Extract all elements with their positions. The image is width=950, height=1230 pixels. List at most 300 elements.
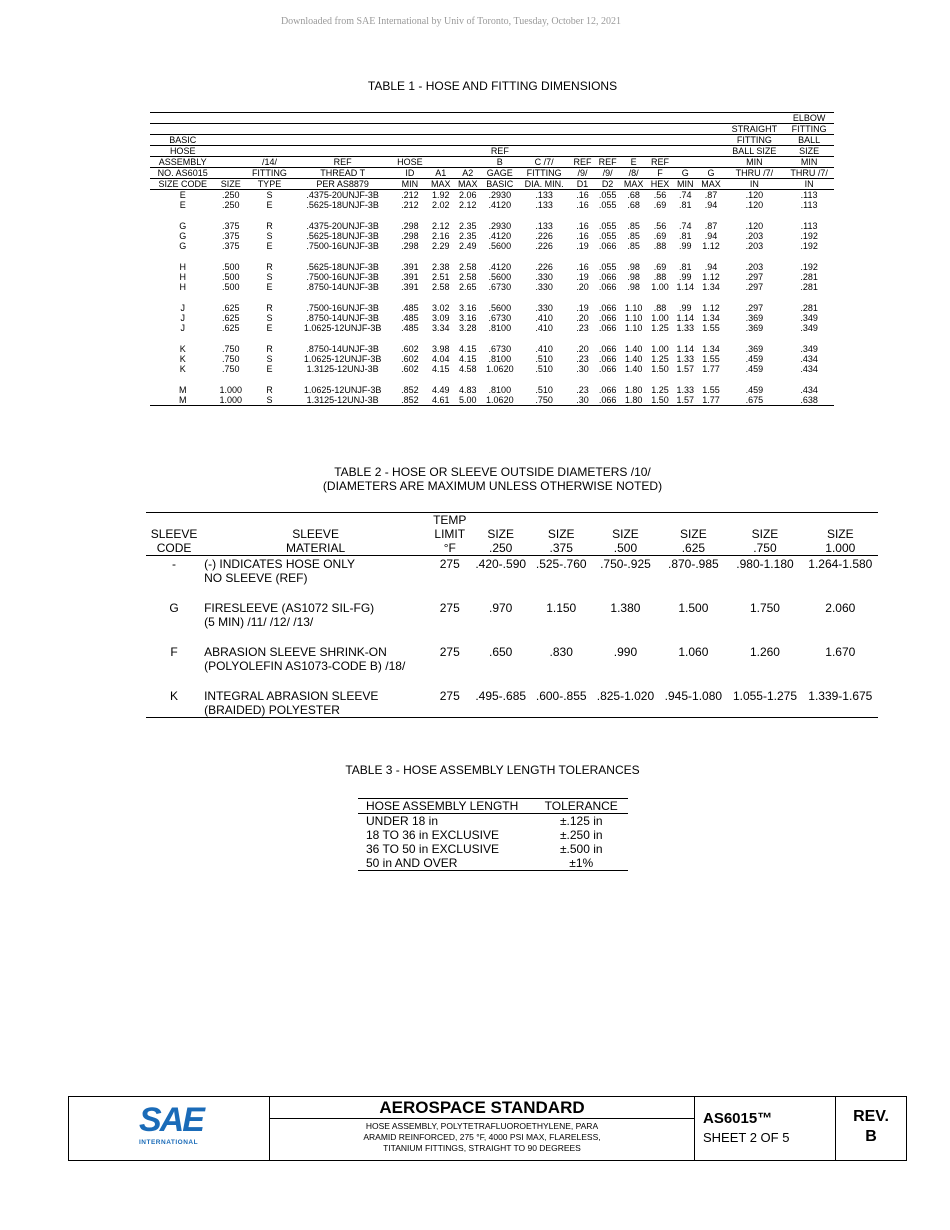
t1-cell: .638 <box>800 395 818 405</box>
t1-spacer-row <box>150 374 834 385</box>
t1-cell: 1.25 <box>651 385 669 395</box>
t1-cell: 2.35 <box>458 231 477 241</box>
t2-header-cell: SIZE <box>751 527 779 541</box>
t1-header-cell: MAX <box>430 179 451 189</box>
t1-cell: 1.3125-12UNJ-3B <box>306 395 379 405</box>
table-row <box>150 303 834 313</box>
t1-header-cell: BALL <box>798 135 821 145</box>
t1-cell: .85 <box>627 231 640 241</box>
t1-cell: .23 <box>576 354 589 364</box>
t1-cell: .226 <box>535 241 553 251</box>
t1-header-cell <box>454 157 481 168</box>
t1-header-cell <box>518 113 570 124</box>
t1-cell: .212 <box>401 200 419 210</box>
t1-header-cell: /9/ <box>602 168 613 178</box>
tolerance-value: ±.500 in <box>559 842 603 856</box>
t1-header-cell <box>620 135 647 146</box>
t2-value-cell: 1.380 <box>610 601 641 615</box>
t1-header-cell <box>481 135 518 146</box>
t1-cell: .8750-14UNJF-3B <box>306 344 379 354</box>
t1-cell: 1.57 <box>676 395 694 405</box>
t1-cell: 1.3125-12UNJ-3B <box>306 364 379 374</box>
t1-cell: 1.50 <box>651 364 669 374</box>
t1-header-cell <box>595 124 620 135</box>
t2-header-cell: SLEEVE <box>150 527 198 541</box>
t2-value-cell: .525-.760 <box>535 557 587 571</box>
t1-cell: 4.04 <box>431 354 450 364</box>
t1-cell: 1.55 <box>702 385 720 395</box>
t2-header-cell <box>470 513 531 528</box>
description-line: HOSE ASSEMBLY, POLYTETRAFLUOROETHYLENE, PARA <box>365 1121 599 1131</box>
t1-cell: .500 <box>222 262 240 272</box>
t1-cell: .066 <box>598 354 617 364</box>
t2-header-row <box>146 541 878 556</box>
t1-header-cell: FITTING <box>526 168 562 178</box>
t1-cell: 1.00 <box>651 282 669 292</box>
t1-cell: .298 <box>401 241 419 251</box>
t1-header-cell <box>647 135 673 146</box>
t1-cell: .066 <box>598 282 617 292</box>
t1-header-cell: THRU /7/ <box>790 168 828 178</box>
t2-value-cell: 1.750 <box>749 601 780 615</box>
sae-logo-subtext: INTERNATIONAL <box>139 1139 199 1146</box>
t1-cell: .281 <box>800 272 818 282</box>
t1-header-cell: STRAIGHT <box>731 124 778 134</box>
t1-cell: .69 <box>653 200 667 210</box>
table-row <box>146 688 878 718</box>
t1-cell: .203 <box>745 231 764 241</box>
table3-title: TABLE 3 - HOSE ASSEMBLY LENGTH TOLERANCES <box>345 763 640 777</box>
t1-header-cell <box>570 146 595 157</box>
t1-cell: .74 <box>678 221 692 231</box>
t1-cell: .113 <box>800 190 818 200</box>
t1-cell: .133 <box>535 190 553 200</box>
t1-cell: .113 <box>800 200 818 210</box>
t1-cell: .81 <box>678 200 692 210</box>
t1-header-cell: PER AS8879 <box>316 179 369 189</box>
t1-cell: 2.51 <box>431 272 450 282</box>
table-row <box>358 856 628 871</box>
t1-header-cell <box>570 124 595 135</box>
t1-header-cell <box>150 113 215 124</box>
t1-header-cell <box>393 113 428 124</box>
t2-header-cell: .625 <box>681 541 706 555</box>
t1-cell: E <box>266 200 273 210</box>
revision-cell <box>836 1097 906 1160</box>
t2-header-cell: TEMP <box>433 513 467 527</box>
t1-cell: 1.14 <box>676 313 694 323</box>
t1-spacer-row <box>150 210 834 221</box>
t1-cell: 2.58 <box>431 282 450 292</box>
t1-cell: 1.10 <box>624 313 643 323</box>
standard-description <box>270 1121 694 1154</box>
t1-header-cell <box>697 135 724 146</box>
t1-cell: 2.12 <box>458 200 477 210</box>
t1-cell: 2.49 <box>458 241 477 251</box>
t1-cell: R <box>266 385 273 395</box>
t1-cell: .330 <box>535 272 553 282</box>
t2-spacer-row <box>146 673 878 688</box>
t1-cell: E <box>179 200 186 210</box>
t1-cell: .066 <box>598 364 617 374</box>
t1-cell: .4120 <box>488 200 512 210</box>
t1-header-cell <box>481 124 518 135</box>
table-row <box>150 282 834 292</box>
t1-header-cell <box>215 157 246 168</box>
table-row <box>150 323 834 333</box>
t1-cell: 3.16 <box>458 313 477 323</box>
t3-header-tolerance: TOLERANCE <box>535 799 629 814</box>
document-number: AS6015™ <box>703 1110 773 1127</box>
t1-header-cell <box>570 113 595 124</box>
t1-header-cell: MAX <box>623 179 644 189</box>
t1-cell: .500 <box>222 272 240 282</box>
t2-header-row <box>146 527 878 541</box>
length-range: 18 TO 36 in EXCLUSIVE <box>366 828 499 842</box>
t1-cell: M <box>178 385 187 395</box>
t1-cell: 2.58 <box>458 262 477 272</box>
t1-cell: .375 <box>222 231 240 241</box>
t1-cell: 1.55 <box>702 354 720 364</box>
table-row <box>146 600 878 629</box>
t1-cell: 1.14 <box>676 282 694 292</box>
t1-cell: .88 <box>653 272 667 282</box>
length-range: UNDER 18 in <box>366 814 439 828</box>
sleeve-code: - <box>172 557 177 571</box>
t1-header-cell: THREAD T <box>320 168 366 178</box>
t1-cell: .8100 <box>488 323 512 333</box>
t1-cell: J <box>180 303 185 313</box>
t1-cell: .5600 <box>488 241 512 251</box>
t1-header-cell <box>673 124 698 135</box>
t1-cell: .69 <box>653 231 667 241</box>
sleeve-material-line: INTEGRAL ABRASION SLEEVE <box>204 689 379 703</box>
t1-header-cell: REF <box>490 146 509 156</box>
t1-cell: .99 <box>678 272 692 282</box>
t1-header-cell: REF <box>651 157 670 167</box>
t2-header-cell: SIZE <box>612 527 639 541</box>
t1-cell: 1.55 <box>702 323 720 333</box>
t1-header-cell: MAX <box>701 179 721 189</box>
t1-header-cell <box>427 113 454 124</box>
t1-header-cell <box>647 146 673 157</box>
t2-header-cell <box>659 513 727 528</box>
t1-cell: .23 <box>576 323 589 333</box>
t1-header-cell: FITTING <box>736 135 772 145</box>
t1-cell: 1.25 <box>651 323 669 333</box>
t2-value-cell: .600-.855 <box>535 689 587 703</box>
t1-header-cell: THRU /7/ <box>735 168 774 178</box>
t1-cell: K <box>179 344 186 354</box>
t1-header-cell: BASIC <box>169 135 197 145</box>
t1-header-cell: F <box>657 168 663 178</box>
t2-value-cell: .830 <box>549 645 573 659</box>
t1-header-row <box>150 168 834 179</box>
t1-header-cell <box>518 135 570 146</box>
t1-cell: .852 <box>401 385 419 395</box>
t1-cell: .459 <box>745 364 764 374</box>
t2-header-cell: 1.000 <box>825 541 856 555</box>
t1-cell: .20 <box>576 344 589 354</box>
t2-header-cell <box>202 513 429 528</box>
t1-cell: .750 <box>222 364 240 374</box>
t1-header-cell <box>427 146 454 157</box>
t1-cell: .8750-14UNJF-3B <box>306 282 379 292</box>
sleeve-material-line: NO SLEEVE (REF) <box>204 571 308 585</box>
t1-cell: 2.65 <box>458 282 477 292</box>
revision-value: B <box>865 1128 877 1145</box>
t1-cell: .7500-16UNJF-3B <box>306 303 379 313</box>
t1-header-cell: C /7/ <box>534 157 554 167</box>
t1-cell: .120 <box>745 190 764 200</box>
t1-cell: .8100 <box>488 354 512 364</box>
t1-cell: .500 <box>222 282 240 292</box>
t1-cell: S <box>266 272 273 282</box>
t1-header-cell <box>293 146 393 157</box>
t1-cell: .055 <box>598 231 617 241</box>
t1-header-cell <box>246 146 292 157</box>
t1-header-cell: BALL SIZE <box>732 146 777 156</box>
t1-cell: .87 <box>704 221 718 231</box>
t1-cell: .055 <box>598 221 617 231</box>
t2-spacer-row <box>146 585 878 600</box>
t1-cell: .369 <box>745 344 764 354</box>
t1-header-cell <box>647 124 673 135</box>
t1-cell: .349 <box>800 323 818 333</box>
t1-cell: 1.12 <box>702 303 720 313</box>
t1-cell: 1.34 <box>702 313 720 323</box>
t1-header-cell: SIZE <box>799 146 820 156</box>
t1-cell: .375 <box>222 221 240 231</box>
t1-cell: 1.0625-12UNJF-3B <box>303 354 382 364</box>
t1-header-cell <box>215 168 246 179</box>
table-row <box>150 190 834 201</box>
table-row <box>150 262 834 272</box>
t1-cell: 2.16 <box>431 231 450 241</box>
t1-cell: .99 <box>678 241 692 251</box>
t1-cell: .30 <box>576 395 589 405</box>
t1-header-cell: HOSE <box>169 146 196 156</box>
t1-cell: .5625-18UNJF-3B <box>306 231 379 241</box>
t1-cell: J <box>180 313 185 323</box>
t1-cell: 1.80 <box>624 385 643 395</box>
t1-cell: 2.29 <box>431 241 450 251</box>
t1-cell: H <box>179 262 186 272</box>
table-row <box>150 364 834 374</box>
t1-cell: .16 <box>576 221 589 231</box>
table-row <box>358 814 628 829</box>
t1-cell: .4120 <box>488 262 512 272</box>
t1-cell: 1.0625-12UNJF-3B <box>303 323 382 333</box>
t1-header-cell: MIN <box>401 179 419 189</box>
t1-cell: .375 <box>222 241 240 251</box>
length-range: 36 TO 50 in EXCLUSIVE <box>366 842 499 856</box>
t1-cell: 2.02 <box>431 200 450 210</box>
t3-header-length: HOSE ASSEMBLY LENGTH <box>358 799 535 814</box>
t1-cell: .485 <box>401 313 419 323</box>
t1-cell: 1.34 <box>702 344 720 354</box>
t1-cell: .066 <box>598 313 617 323</box>
t1-cell: .750 <box>222 354 240 364</box>
t1-cell: .98 <box>627 262 640 272</box>
t1-cell: 1.40 <box>624 344 643 354</box>
t2-header-cell: MATERIAL <box>286 541 346 555</box>
t2-header-row <box>146 513 878 528</box>
t1-cell: .602 <box>401 364 419 374</box>
t1-cell: .192 <box>800 241 818 251</box>
t1-cell: 1.10 <box>624 303 643 313</box>
t2-value-cell: 1.060 <box>678 645 709 659</box>
t1-cell: 3.09 <box>431 313 450 323</box>
t2-header-cell: .500 <box>613 541 638 555</box>
t1-header-cell: GAGE <box>486 168 513 178</box>
t1-cell: .298 <box>401 231 419 241</box>
t1-cell: .485 <box>401 323 419 333</box>
t1-header-cell: NO. AS6015 <box>157 168 208 178</box>
t1-cell: .5625-18UNJF-3B <box>306 200 379 210</box>
t1-cell: .369 <box>745 313 764 323</box>
t1-header-cell: G <box>681 168 689 178</box>
description-line: TITANIUM FITTINGS, STRAIGHT TO 90 DEGREES <box>383 1143 581 1153</box>
tolerance-value: ±1% <box>569 856 594 870</box>
t2-header-cell: SIZE <box>826 527 854 541</box>
t1-cell: 1.12 <box>702 241 720 251</box>
table-row <box>150 395 834 406</box>
t1-cell: 1.77 <box>702 395 720 405</box>
sleeve-material-line: FIRESLEEVE (AS1072 SIL-FG) <box>204 601 375 615</box>
t1-header-cell: MIN <box>676 179 694 189</box>
sleeve-material-line: (POLYOLEFIN AS1073-CODE B) /18/ <box>204 659 406 673</box>
t2-value-cell: 275 <box>439 645 460 659</box>
t1-cell: 1.00 <box>651 313 669 323</box>
sleeve-material-line: (5 MIN) /11/ /12/ /13/ <box>204 615 314 629</box>
t2-header-cell <box>591 513 659 528</box>
t1-cell: .94 <box>704 200 718 210</box>
t1-header-cell <box>246 124 292 135</box>
sleeve-material <box>202 688 429 718</box>
t1-cell: 3.98 <box>431 344 450 354</box>
t1-cell: G <box>179 241 187 251</box>
table-row <box>150 385 834 395</box>
table-row <box>150 272 834 282</box>
t1-header-cell: /8/ <box>628 168 639 178</box>
t1-cell: .330 <box>535 282 553 292</box>
t1-header-cell <box>393 124 428 135</box>
t1-cell: .485 <box>401 303 419 313</box>
table-row <box>150 241 834 251</box>
t1-cell: .5600 <box>488 303 512 313</box>
t1-header-cell: G <box>707 168 715 178</box>
logo-cell <box>69 1097 270 1160</box>
t2-value-cell: 1.339-1.675 <box>808 689 873 703</box>
t1-cell: 3.28 <box>458 323 477 333</box>
t1-cell: 1.50 <box>651 395 669 405</box>
t1-cell: H <box>179 272 186 282</box>
t1-cell: 1.40 <box>624 364 643 374</box>
t1-cell: 1.14 <box>676 344 694 354</box>
t1-header-cell: REF <box>333 157 352 167</box>
t1-cell: .74 <box>678 190 692 200</box>
t1-cell: .510 <box>535 385 553 395</box>
t1-cell: R <box>266 221 273 231</box>
t1-header-cell <box>427 157 454 168</box>
t2-value-cell: 1.264-1.580 <box>808 557 873 571</box>
sae-logo: SAE <box>139 1101 203 1139</box>
t1-cell: S <box>266 313 273 323</box>
t1-header-cell: E <box>630 157 637 167</box>
document-number-cell <box>695 1097 836 1160</box>
t1-header-cell: A2 <box>462 168 474 178</box>
t1-cell: .297 <box>745 282 764 292</box>
t1-cell: 1.40 <box>624 354 643 364</box>
t1-cell: .066 <box>598 344 617 354</box>
t1-cell: .510 <box>535 364 553 374</box>
t1-header-cell <box>293 124 393 135</box>
t2-value-cell: .825-1.020 <box>596 689 655 703</box>
t1-cell: .434 <box>800 354 818 364</box>
revision-label: REV. <box>853 1108 889 1125</box>
t1-cell: .298 <box>401 221 419 231</box>
t1-cell: 1.57 <box>676 364 694 374</box>
t1-cell: .297 <box>745 303 764 313</box>
t2-value-cell: 1.150 <box>546 601 577 615</box>
t1-cell: R <box>266 303 273 313</box>
sleeve-material <box>202 644 429 673</box>
t1-header-cell: MAX <box>457 179 478 189</box>
t1-header-row <box>150 146 834 157</box>
t1-cell: 1.0620 <box>486 395 514 405</box>
t1-cell: .459 <box>745 385 764 395</box>
t1-cell: 1.000 <box>219 395 243 405</box>
t1-header-cell <box>427 124 454 135</box>
table-row <box>146 644 878 673</box>
t1-header-cell: ASSEMBLY <box>158 157 207 167</box>
t1-cell: G <box>179 231 187 241</box>
table-row <box>150 231 834 241</box>
t1-cell: .602 <box>401 344 419 354</box>
t1-cell: .19 <box>576 272 589 282</box>
t1-header-row <box>150 179 834 190</box>
t1-header-cell <box>293 113 393 124</box>
t2-value-cell: 275 <box>439 689 460 703</box>
t1-cell: .5600 <box>488 272 512 282</box>
t1-cell: .192 <box>800 231 818 241</box>
t1-cell: 1.12 <box>702 272 720 282</box>
sleeve-code: G <box>169 601 179 615</box>
description-line: ARAMID REINFORCED, 275 °F, 4000 PSI MAX, FLARELESS, <box>363 1132 601 1142</box>
t1-cell: .85 <box>627 241 640 251</box>
t1-cell: E <box>266 364 273 374</box>
t1-header-row <box>150 135 834 146</box>
t1-cell: 2.58 <box>458 272 477 282</box>
t1-cell: .56 <box>653 221 667 231</box>
t1-header-cell <box>393 135 428 146</box>
t1-cell: .16 <box>576 231 589 241</box>
t1-header-cell <box>595 135 620 146</box>
t1-header-cell <box>697 124 724 135</box>
table-row <box>358 842 628 856</box>
t1-header-cell <box>246 113 292 124</box>
sleeve-code: F <box>170 645 178 659</box>
hose-fitting-dimensions-table <box>150 112 834 406</box>
t1-cell: .750 <box>222 344 240 354</box>
t2-header-cell: SIZE <box>487 527 515 541</box>
t1-cell: 1.34 <box>702 282 720 292</box>
t1-cell: .410 <box>535 344 553 354</box>
t1-cell: 1.33 <box>676 385 694 395</box>
t2-value-cell: 1.670 <box>825 645 856 659</box>
t1-cell: .066 <box>598 303 617 313</box>
